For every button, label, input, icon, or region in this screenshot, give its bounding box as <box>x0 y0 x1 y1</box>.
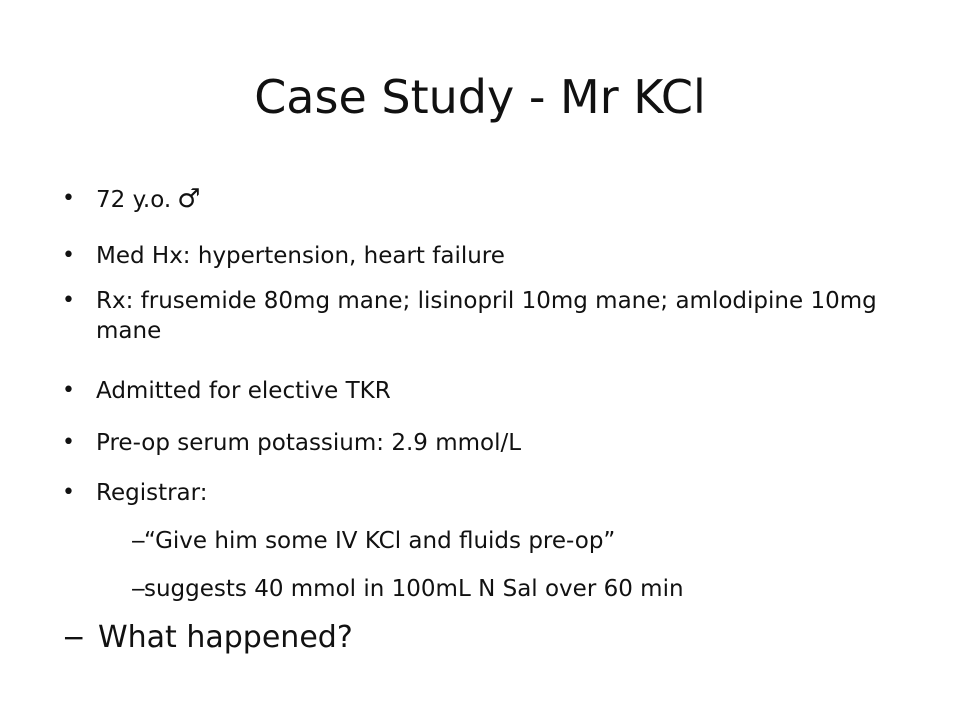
dash-icon: − <box>62 621 86 654</box>
registrar-text: Registrar: <box>96 480 208 506</box>
bullet-icon: • <box>62 480 75 505</box>
male-symbol-icon: ♂ <box>177 184 201 214</box>
bullet-item-med-hx <box>62 241 922 271</box>
question-text: What happened? <box>98 620 353 655</box>
bullet-icon: • <box>62 186 75 211</box>
rx-text: Rx: frusemide 80mg mane; lisinopril 10mg mane; amlodipine 10mg mane <box>96 288 877 344</box>
question-item <box>62 618 922 658</box>
dash-icon: − <box>130 529 147 553</box>
age-text: 72 y.o. <box>96 187 172 213</box>
admitted-text: Admitted for elective TKR <box>96 378 391 404</box>
bullet-icon: • <box>62 243 75 268</box>
give-kcl-text: “Give him some IV KCl and fluids pre-op” <box>144 528 616 554</box>
bullet-item-registrar <box>62 478 922 508</box>
bullet-item-potassium <box>62 428 922 458</box>
suggests-text: suggests 40 mmol in 100mL N Sal over 60 min <box>144 576 684 602</box>
sub-item-suggests <box>62 574 922 604</box>
bullet-icon: • <box>62 288 75 313</box>
bullet-item-age <box>62 184 922 215</box>
sub-item-give-kcl <box>62 526 922 556</box>
bullet-item-rx <box>62 286 922 346</box>
slide-title: Case Study - Mr KCl <box>254 70 706 124</box>
bullet-icon: • <box>62 430 75 455</box>
bullet-icon: • <box>62 378 75 403</box>
dash-icon: − <box>130 577 147 601</box>
med-hx-text: Med Hx: hypertension, heart failure <box>96 243 505 269</box>
bullet-item-admitted <box>62 376 922 406</box>
potassium-text: Pre-op serum potassium: 2.9 mmol/L <box>96 430 522 456</box>
